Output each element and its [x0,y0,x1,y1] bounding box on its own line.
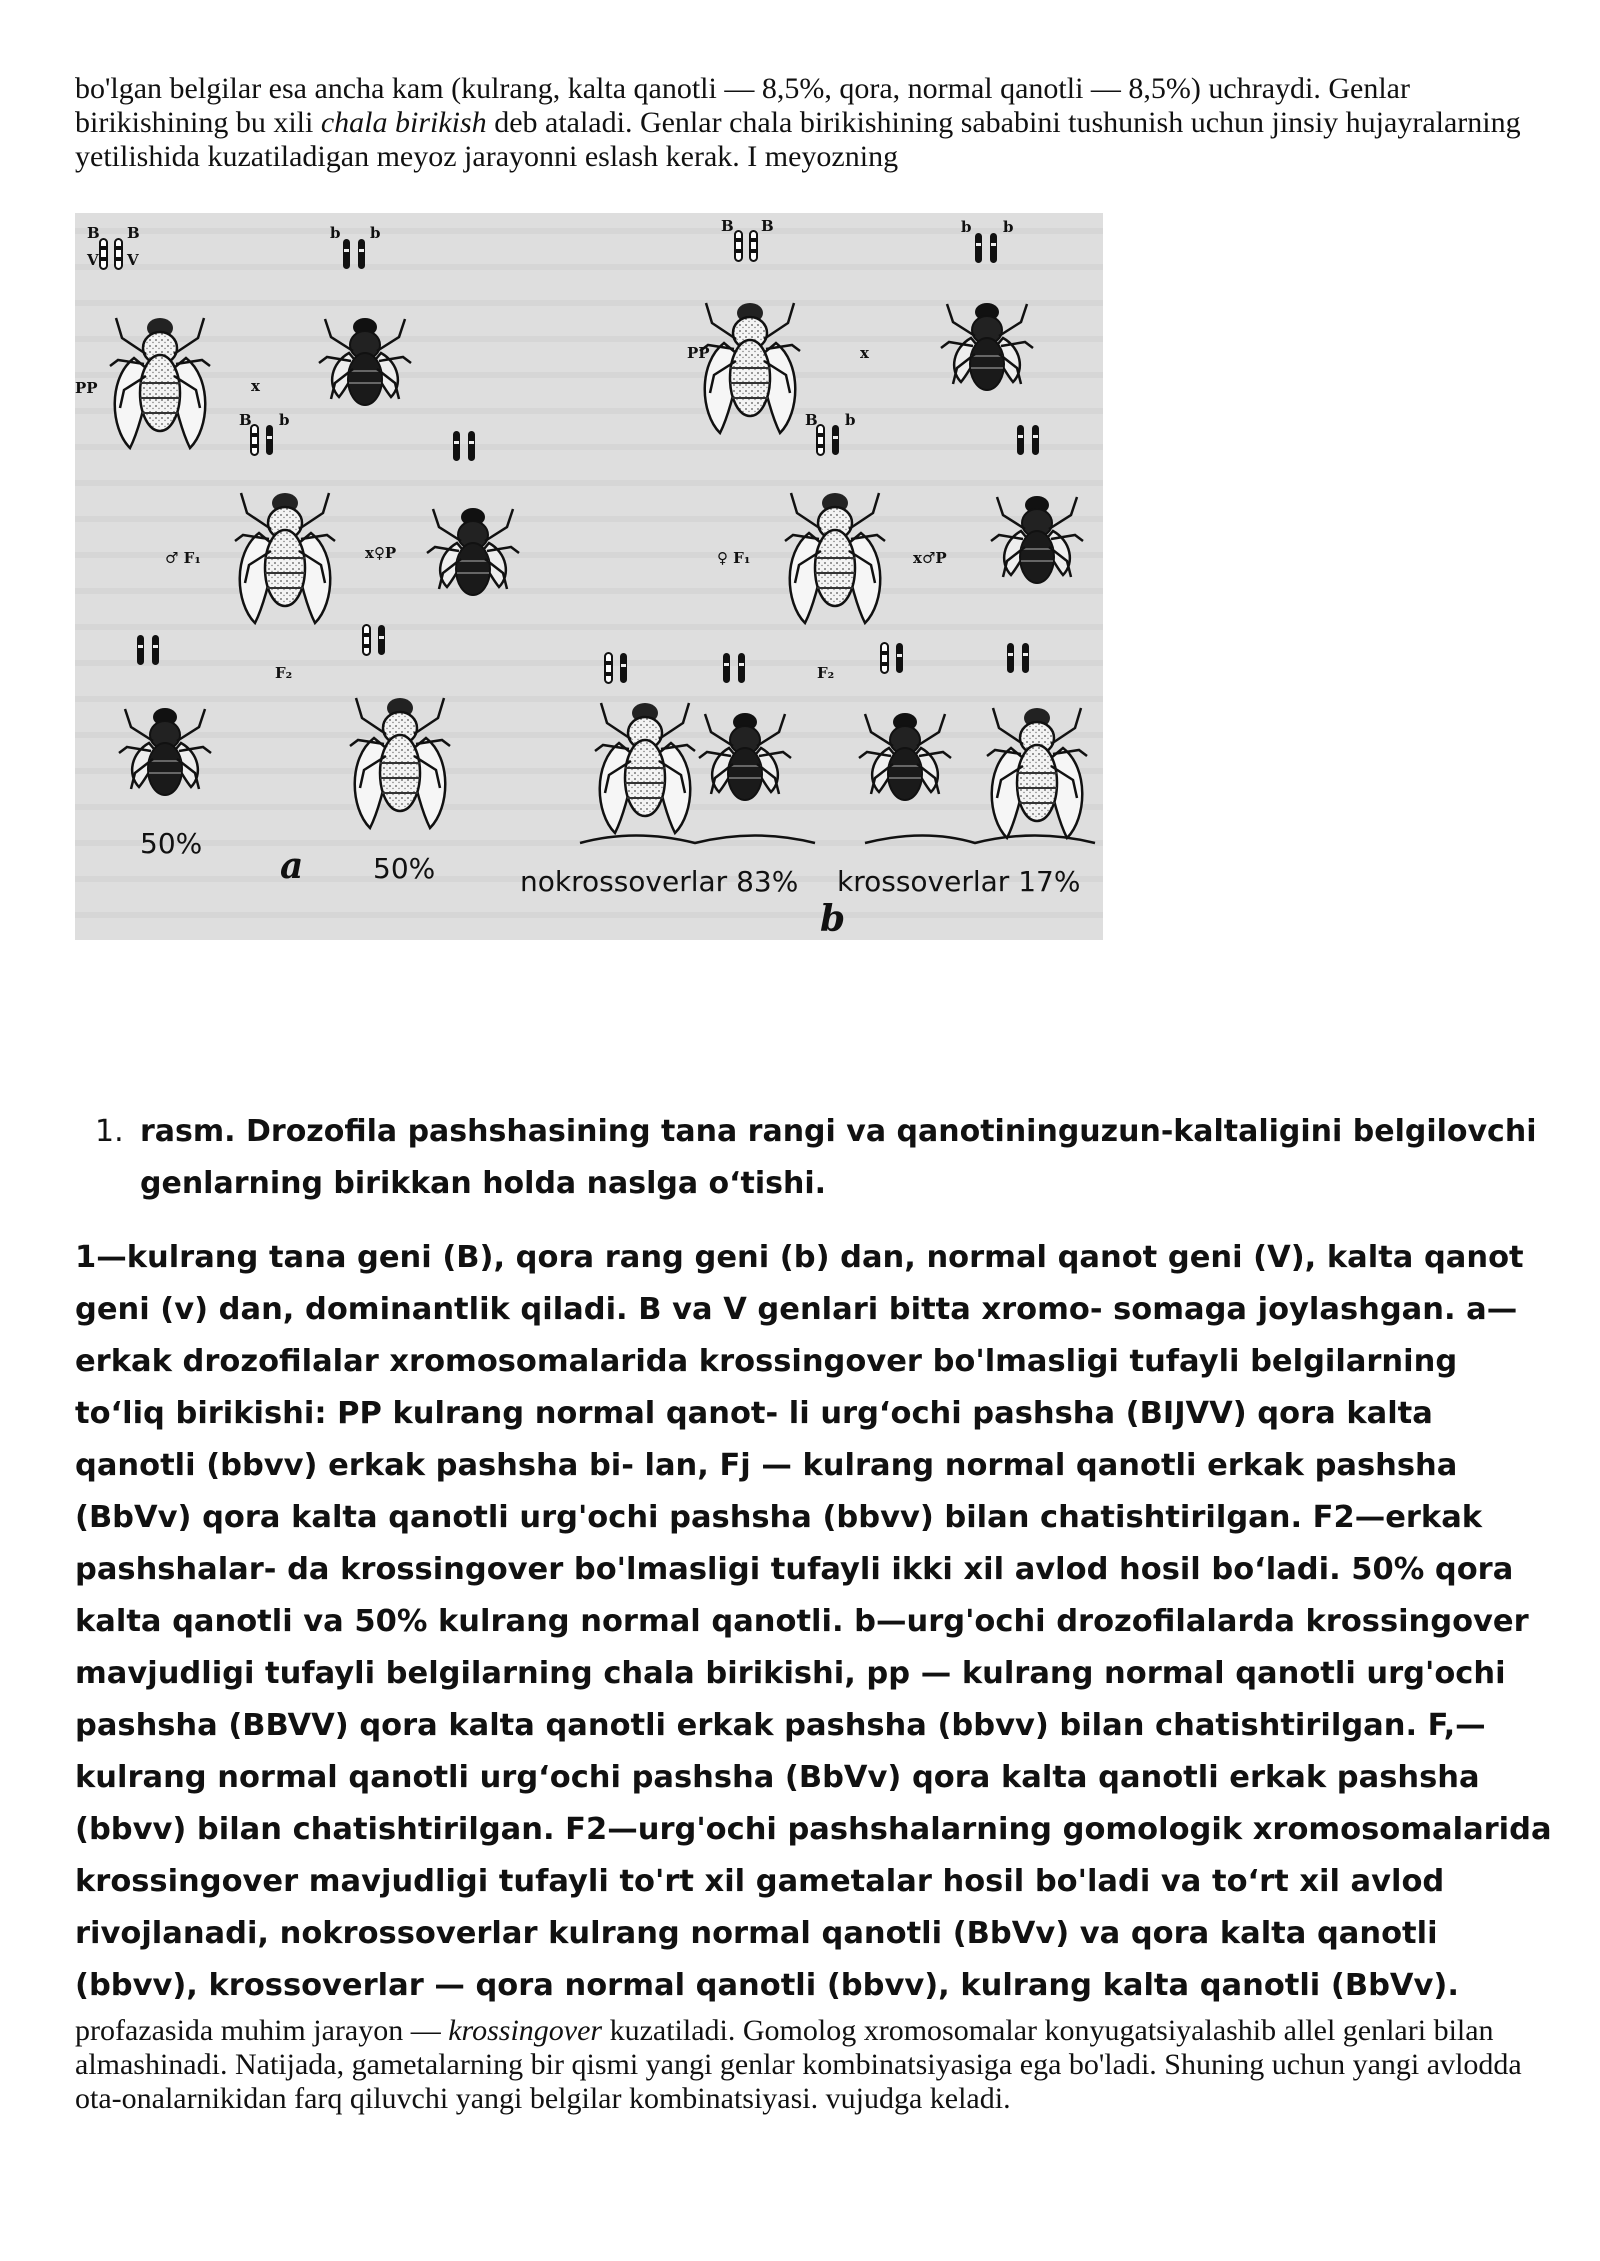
panel-letter-b: b [820,898,846,940]
cross-mark-a: x [251,377,260,395]
caption-text: rasm. Drozofila pashshasining tana rangi va qanotininguzun-kaltaligini belgilovchi genlarning birikkan holda naslga o‘tishi. [140,1114,1537,1201]
label-f1-male: ♂ F₁ [165,549,201,567]
svg-text:b: b [961,218,972,236]
label-f1-female: ♀ F₁ [717,549,751,567]
label-cross-male: x♂P [913,549,947,567]
svg-text:b: b [1003,218,1014,236]
svg-text:b: b [370,224,381,242]
label-f2-left: F₂ [275,664,293,682]
intro-paragraph [75,72,1545,174]
svg-text:B: B [761,217,774,235]
caption-number: 1. [95,1114,124,1149]
svg-text:V: V [87,251,99,269]
drosophila-figure [75,213,1103,940]
svg-text:B: B [805,411,818,429]
intro-text-before: bo'lgan belgilar esa ancha kam (kulrang, kalta qanotli — 8,5%, qora, normal qanotli — 8,5%) uchraydi. Genlar birikishining bu xili [75,72,1410,139]
intro-emphasis: chala birikish [320,106,487,139]
panel-letter-a: a [280,845,304,887]
label-cross-female: x♀P [365,544,397,562]
outro-text-after: kuzatiladi. Gomolog xromosomalar konyugatsiyalashib allel genlari bilan almashinadi. Natijada, gametalarning bir qismi yangi genlar kombinatsiyasiga ega bo'ladi. Shuning uchun yangi avlodda ota-onalarnikidan farq qiluvchi yangi belgilar kombinatsiyasi. vujudga keladi. [75,2014,1522,2115]
svg-text:B: B [239,411,252,429]
label-pp-left: PP [75,379,98,397]
figure-illustration [75,213,1103,940]
figure-legend: 1—kulrang tana geni (B), qora rang geni (b) dan, normal qanot geni (V), kalta qanot geni (v) dan, dominantlik qiladi. B va V genlari bitta xromo- somaga joylashgan. a—erkak drozofilalar xromosomalarida krossingover bo'lmasligi tufayli belgilarning to‘liq birikishi: PP kulrang normal qanot- li urg‘ochi pashsha (BIJVV) qora kalta qanotli (bbvv) erkak pashsha bi- lan, Fj — kulrang normal qanotli erkak pashsha (BbVv) qora kalta qanotli urg'ochi pashsha (bbvv) bilan chatishtirilgan. F2—erkak pashshalar- da krossingover bo'lmasligi tufayli ikki xil avlod hosil bo‘ladi. 50% qora kalta qanotli va 50% kulrang normal qanotli. b—urg'ochi drozofilalarda krossingover mavjudligi tufayli belgilarning chala birikishi, pp — kulrang normal qanotli urg'ochi pashsha (BBVV) qora kalta qanotli erkak pashsha (bbvv) bilan chatishtirilgan. F,—kulrang normal qanotli urg‘ochi pashsha (BbVv) qora kalta qanotli erkak pashsha (bbvv) bilan chatishtirilgan. F2—urg'ochi pashshalarning gomologik xromosomalarida krossingover mavjudligi tufayli to'rt xil gametalar hosil bo'ladi va to‘rt xil avlod rivojlanadi, nokrossoverlar kulrang normal qanotli (BbVv) va qora kalta qanotli (bbvv), krossoverlar — qora normal qanotli (bbvv), kulrang kalta qanotli (BbVv). [75,1240,1552,2003]
svg-text:B: B [87,224,100,242]
figure-caption [90,1106,1540,1210]
outro-paragraph [75,2014,1545,2116]
outro-text-before: profazasida muhim jarayon — [75,2014,449,2047]
outro-emphasis: krossingover [448,2014,603,2047]
recombinant-label: krossoverlar 17% [837,865,1081,898]
pct-a-right: 50% [373,852,436,885]
cross-mark-b: x [860,344,869,362]
svg-text:B: B [721,217,734,235]
svg-text:B: B [127,224,140,242]
label-f2-right: F₂ [817,664,835,682]
svg-text:V: V [127,251,139,269]
svg-text:b: b [845,411,856,429]
pct-a-left: 50% [140,827,203,860]
label-pp-right: PP [687,344,710,362]
nonrecombinant-label: nokrossoverlar 83% [520,865,799,898]
svg-text:b: b [330,224,341,242]
svg-text:b: b [279,411,290,429]
intro-text-after: deb ataladi. Genlar chala birikishining sababini tushunish uchun jinsiy hujayralarning yetilishida kuzatiladigan meyoz jarayonni eslash kerak. I meyozning [75,106,1521,173]
